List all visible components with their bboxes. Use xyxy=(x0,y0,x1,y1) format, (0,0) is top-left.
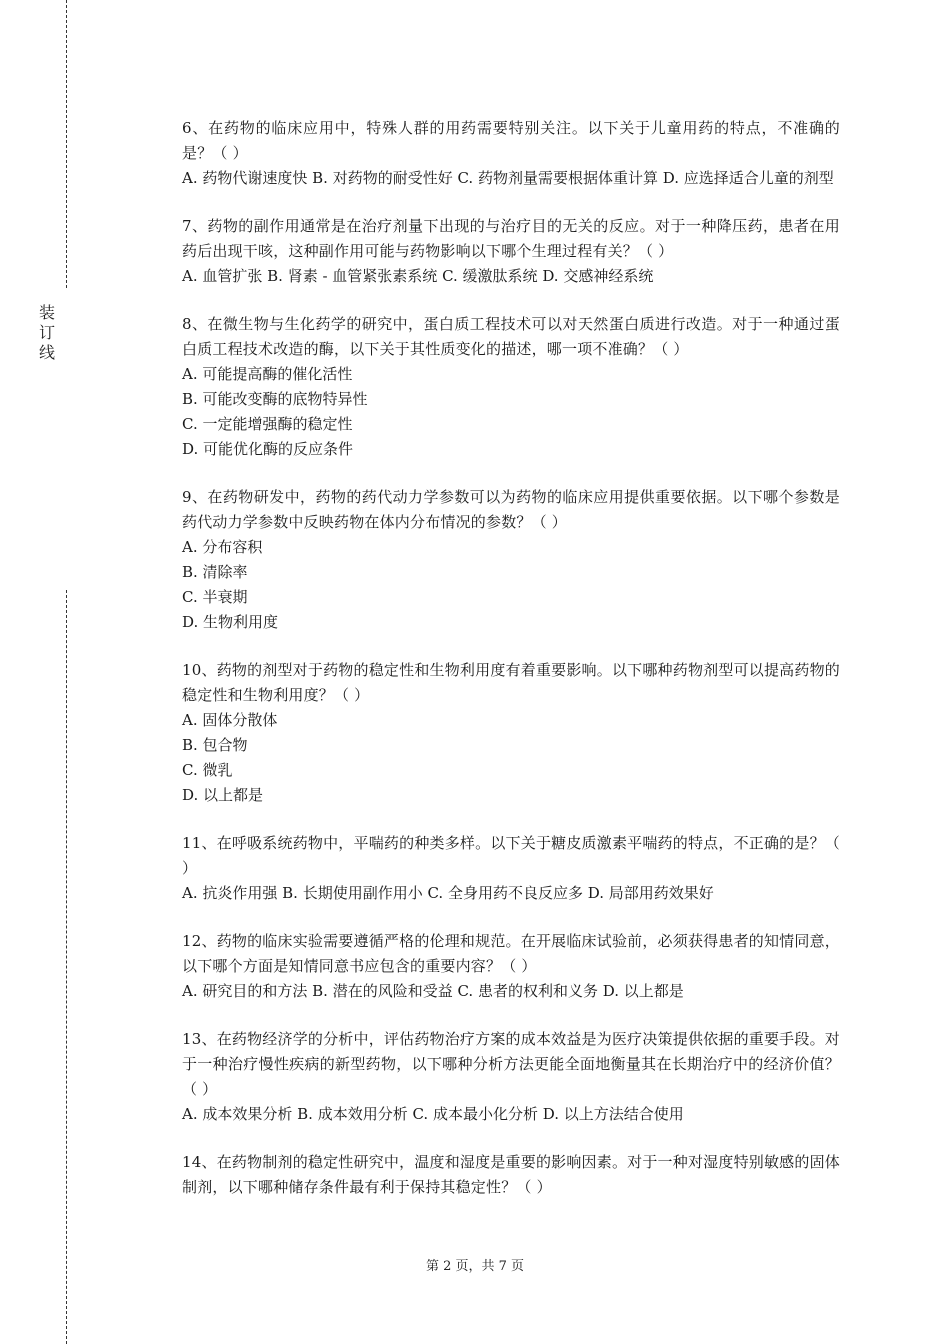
question-stem: 13、在药物经济学的分析中，评估药物治疗方案的成本效益是为医疗决策提供依据的重要手段。对于一种治疗慢性疾病的新型药物，以下哪种分析方法更能全面地衡量其在长期治疗中的经济价值？（ ） xyxy=(182,1030,840,1098)
question-6 xyxy=(182,116,840,191)
binding-label xyxy=(37,303,57,363)
question-stem: 12、药物的临床实验需要遵循严格的伦理和规范。在开展临床试验前，必须获得患者的知情同意，以下哪个方面是知情同意书应包含的重要内容？（ ） xyxy=(182,932,840,975)
binding-label-char: 线 xyxy=(38,343,55,362)
option-c: C. 微乳 xyxy=(182,761,233,779)
option-a: A. 分布容积 xyxy=(182,538,263,556)
option-d: D. 以上都是 xyxy=(182,786,264,804)
question-stem: 8、在微生物与生化药学的研究中，蛋白质工程技术可以对天然蛋白质进行改造。对于一种通过蛋白质工程技术改造的酶，以下关于其性质变化的描述，哪一项不准确？（ ） xyxy=(182,315,840,358)
question-stem: 6、在药物的临床应用中，特殊人群的用药需要特别关注。以下关于儿童用药的特点，不准确的是？（ ） xyxy=(182,119,840,162)
question-8 xyxy=(182,312,840,462)
option-b: B. 清除率 xyxy=(182,563,248,581)
question-10 xyxy=(182,658,840,808)
question-options: A. 成本效果分析 B. 成本效用分析 C. 成本最小化分析 D. 以上方法结合使用 xyxy=(182,1105,684,1123)
question-14 xyxy=(182,1150,840,1200)
option-d: D. 可能优化酶的反应条件 xyxy=(182,440,354,458)
page-footer: 第 2 页，共 7 页 xyxy=(425,1259,525,1274)
question-options: A. 血管扩张 B. 肾素 - 血管紧张素系统 C. 缓激肽系统 D. 交感神经系统 xyxy=(182,267,654,285)
binding-dashed-line-bottom xyxy=(66,590,67,1344)
question-stem: 14、在药物制剂的稳定性研究中，温度和湿度是重要的影响因素。对于一种对湿度特别敏感的固体制剂，以下哪种储存条件最有利于保持其稳定性？（ ） xyxy=(182,1153,840,1196)
option-a: A. 固体分散体 xyxy=(182,711,278,729)
question-stem: 7、药物的副作用通常是在治疗剂量下出现的与治疗目的无关的反应。对于一种降压药，患者在用药后出现干咳，这种副作用可能与药物影响以下哪个生理过程有关？（ ） xyxy=(182,217,840,260)
option-b: B. 可能改变酶的底物特异性 xyxy=(182,390,368,408)
option-a: A. 可能提高酶的催化活性 xyxy=(182,365,353,383)
question-stem: 10、药物的剂型对于药物的稳定性和生物利用度有着重要影响。以下哪种药物剂型可以提高药物的稳定性和生物利用度？（ ） xyxy=(182,661,840,704)
question-options: A. 药物代谢速度快 B. 对药物的耐受性好 C. 药物剂量需要根据体重计算 D. 应选择适合儿童的剂型 xyxy=(182,169,834,187)
option-d: D. 生物利用度 xyxy=(182,613,279,631)
question-stem: 11、在呼吸系统药物中，平喘药的种类多样。以下关于糖皮质激素平喘药的特点，不正确的是？（ ） xyxy=(182,834,840,877)
question-12 xyxy=(182,929,840,1004)
option-c: C. 半衰期 xyxy=(182,588,248,606)
question-stem: 9、在药物研发中，药物的药代动力学参数可以为药物的临床应用提供重要依据。以下哪个参数是药代动力学参数中反映药物在体内分布情况的参数？（ ） xyxy=(182,488,840,531)
binding-label-char: 装 xyxy=(38,303,55,322)
question-9 xyxy=(182,485,840,635)
binding-dashed-line-top xyxy=(66,0,67,288)
question-options: A. 抗炎作用强 B. 长期使用副作用小 C. 全身用药不良反应多 D. 局部用药效果好 xyxy=(182,884,714,902)
question-11 xyxy=(182,831,840,906)
question-options: A. 研究目的和方法 B. 潜在的风险和受益 C. 患者的权利和义务 D. 以上都是 xyxy=(182,982,684,1000)
question-13 xyxy=(182,1027,840,1127)
binding-label-char: 订 xyxy=(38,323,55,342)
option-b: B. 包合物 xyxy=(182,736,248,754)
question-7 xyxy=(182,214,840,289)
option-c: C. 一定能增强酶的稳定性 xyxy=(182,415,353,433)
question-list xyxy=(182,116,840,1223)
